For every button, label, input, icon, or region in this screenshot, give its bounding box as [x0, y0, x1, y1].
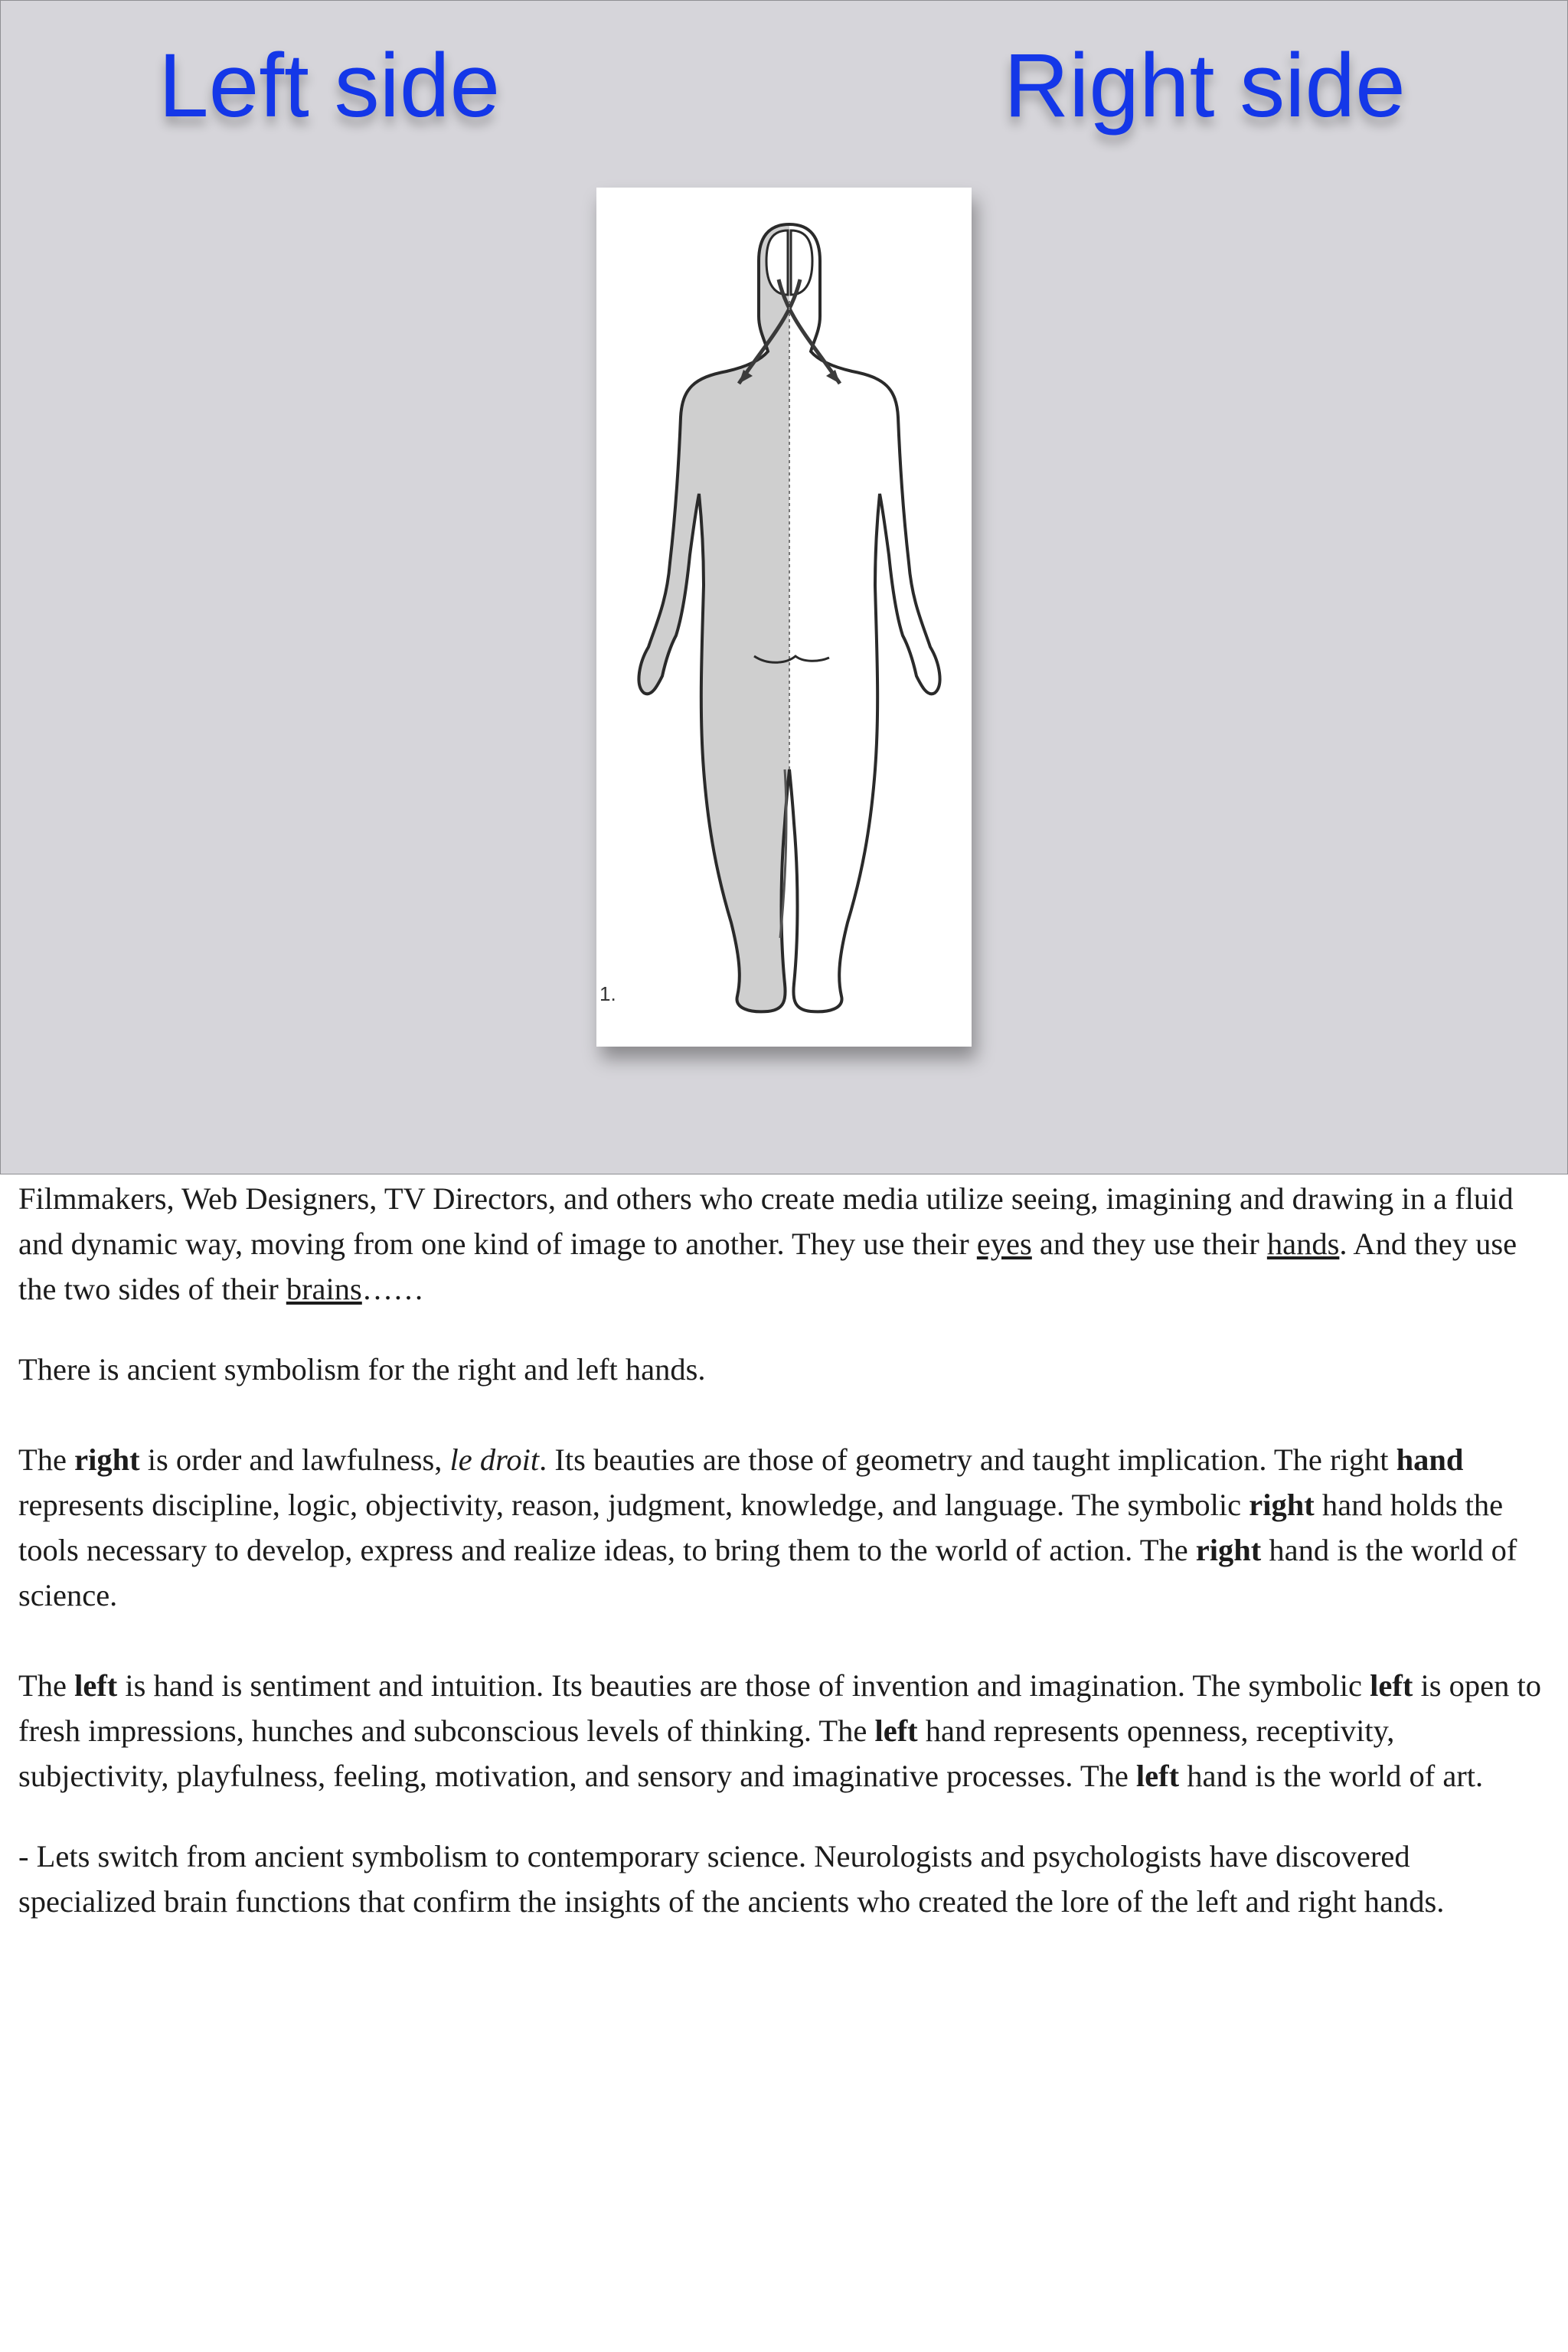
text-run: . Its beauties are those of geometry and taught implication. The right [539, 1442, 1396, 1477]
bold-term: left [874, 1713, 918, 1748]
bold-term: right [1195, 1533, 1262, 1567]
text-run: The [18, 1668, 75, 1703]
presenter-notes [18, 1176, 1542, 1924]
text-run: is hand is sentiment and intuition. Its beauties are those of invention and imagination. The symbolic [117, 1668, 1370, 1703]
text-run: hand represents openness, receptivity, subjectivity, playfulness, feeling, motivation, and sensory and imaginative processes. The [18, 1713, 1395, 1793]
italic-term: le droit [449, 1442, 540, 1477]
figure-number: 1. [599, 982, 616, 1005]
text-run: is order and lawfulness, [139, 1442, 450, 1477]
bold-term: left [74, 1668, 118, 1703]
text-run: is open to fresh impressions, hunches and subconscious levels of thinking. The [18, 1668, 1541, 1748]
right-side-label: Right side [1004, 35, 1406, 136]
text-run: hand holds the tools necessary to develop, express and realize ideas, to bring them to the world of action. The [18, 1488, 1504, 1567]
eyes-underlined: eyes [976, 1227, 1032, 1261]
slide-canvas [0, 0, 1568, 1174]
bold-term: right [74, 1442, 140, 1477]
text-run: hand is the world of science. [18, 1533, 1517, 1612]
text-run: represents discipline, logic, objectivity, reason, judgment, knowledge, and language. The symbolic [18, 1488, 1250, 1522]
bold-term: hand [1396, 1442, 1464, 1477]
brains-underlined: brains [286, 1272, 362, 1306]
text-run: …… [361, 1272, 424, 1306]
notes-paragraph-science: - Lets switch from ancient symbolism to contemporary science. Neurologists and psychologists have discovered specialized brain functions that confirm the insights of the ancients who created the lore of the left and right hands. [18, 1839, 1445, 1919]
bold-term: left [1370, 1668, 1413, 1703]
notes-paragraph-right [18, 1437, 1542, 1618]
text-run: . And they use the two sides of their [18, 1227, 1517, 1306]
text-run: and they use their [1031, 1227, 1267, 1261]
hands-underlined: hands [1266, 1227, 1340, 1261]
notes-paragraph-symbolism: There is ancient symbolism for the right and left hands. [18, 1352, 706, 1387]
text-run: hand is the world of art. [1179, 1759, 1484, 1793]
text-run: The [18, 1442, 75, 1477]
bold-term: right [1249, 1488, 1315, 1522]
left-side-label: Left side [158, 35, 501, 136]
bold-term: left [1135, 1759, 1180, 1793]
text-run: Filmmakers, Web Designers, TV Directors, and others who create media utilize seeing, imagining and drawing in a fluid and dynamic way, moving from one kind of image to another. They use their [18, 1181, 1514, 1261]
body-figure-image [596, 188, 972, 1047]
notes-paragraph-intro [18, 1176, 1542, 1312]
notes-paragraph-left [18, 1663, 1542, 1798]
body-figure-illustration [596, 188, 972, 1047]
